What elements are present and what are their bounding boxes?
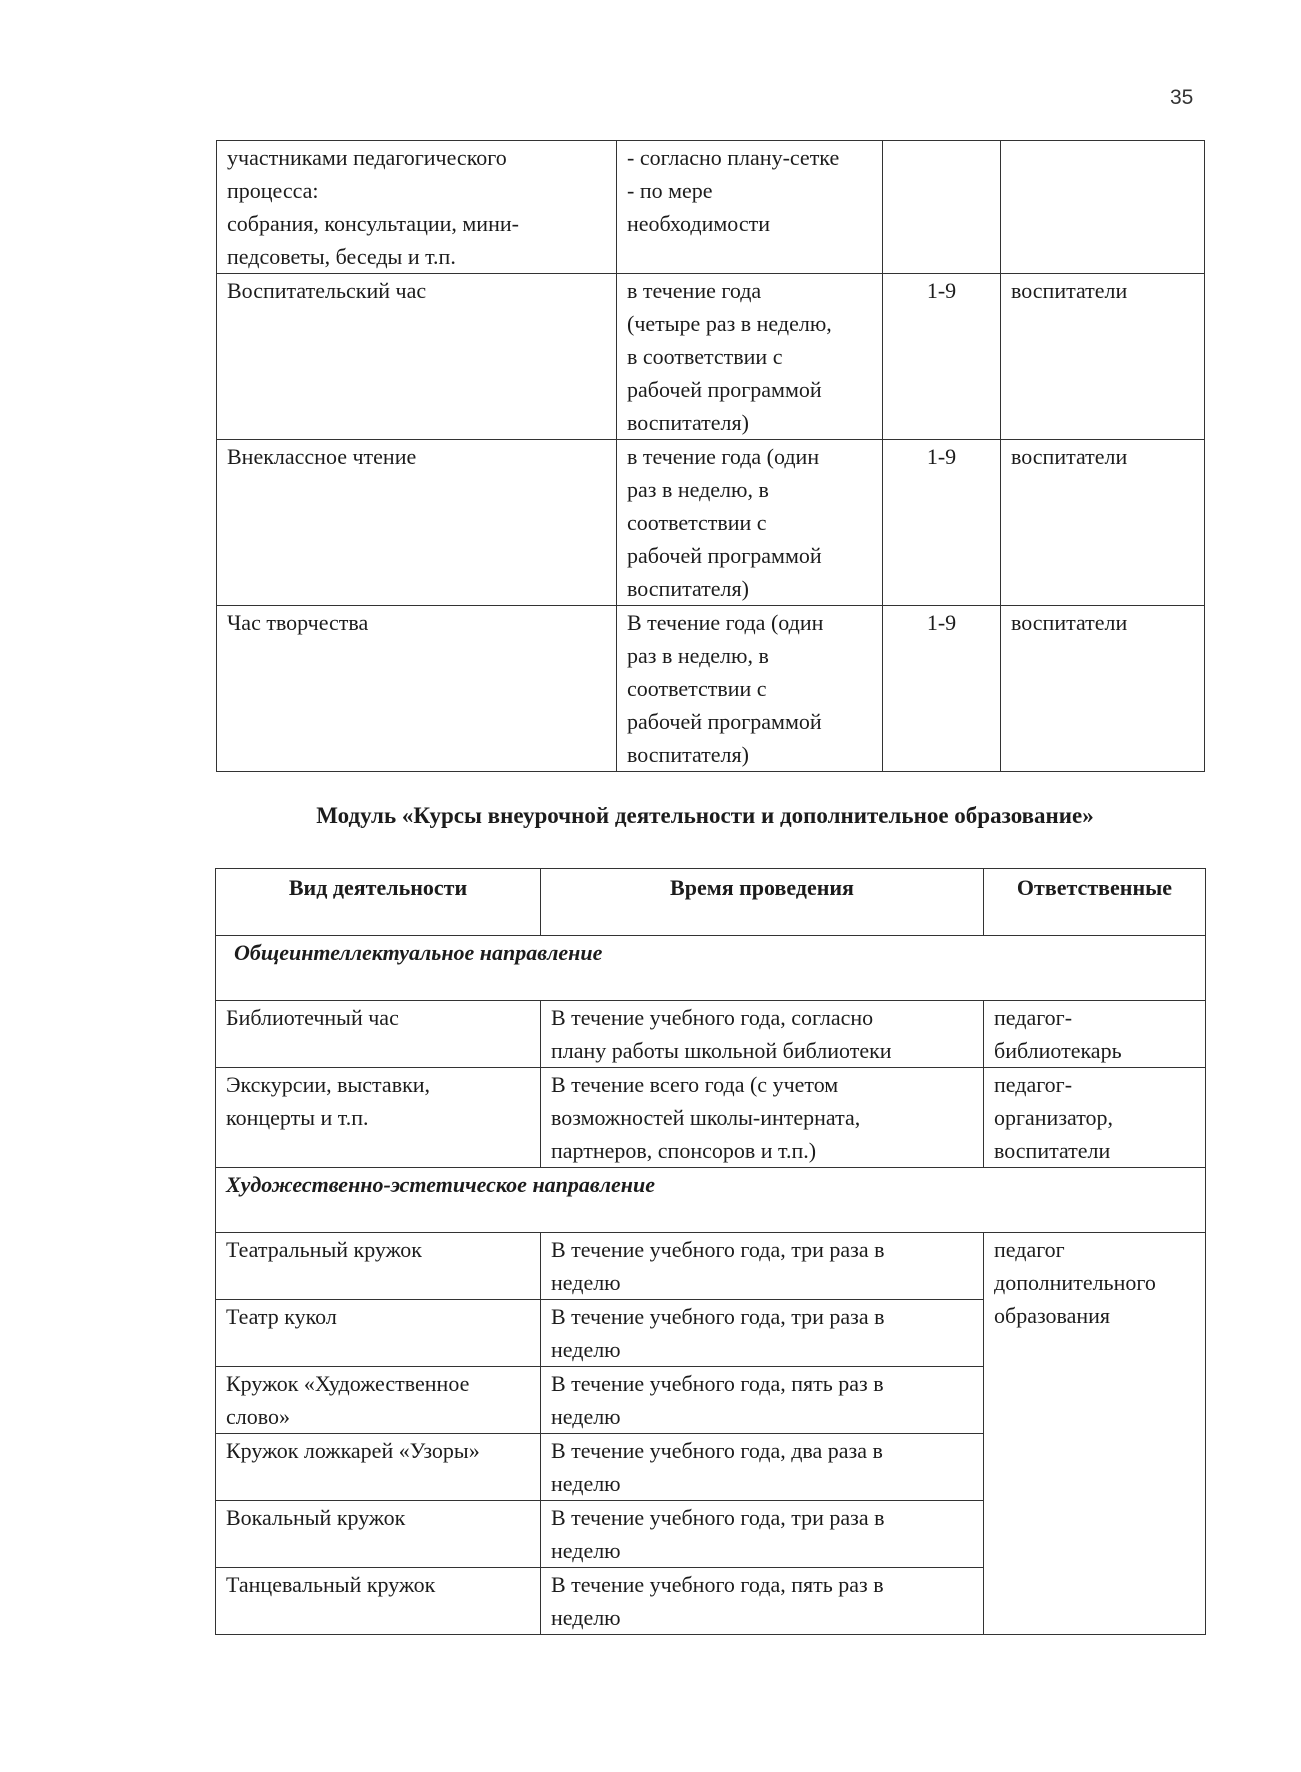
activity-cell: Внеклассное чтение [217,440,617,606]
responsible-cell: воспитатели [1001,440,1205,606]
grades-cell [883,141,1001,274]
column-header-time: Время проведения [541,869,984,936]
time-cell: - согласно плану-сетке - по мере необходимости [617,141,883,274]
module-title: Модуль «Курсы внеурочной деятельности и дополнительное образование» [316,803,1094,828]
section-title: Общеинтеллектуальное направление [216,936,1206,1001]
section-row [216,1168,1206,1233]
responsible-cell: педагог дополнительного образования [984,1233,1206,1635]
column-header-responsible: Ответственные [984,869,1206,936]
responsible-cell [1001,141,1205,274]
table-row [216,1001,1206,1068]
activity-cell: участниками педагогического процесса: собрания, консультации, мини- педсоветы, беседы и т.п. [217,141,617,274]
grades-cell: 1-9 [883,606,1001,772]
time-cell: В течение учебного года, три раза в неделю [541,1233,984,1300]
time-cell: В течение учебного года, три раза в неделю [541,1300,984,1367]
module-table [215,868,1206,1635]
activity-cell: Танцевальный кружок [216,1568,541,1635]
time-cell: В течение учебного года, пять раз в неделю [541,1367,984,1434]
table-header-row [216,869,1206,936]
activity-cell: Театр кукол [216,1300,541,1367]
table-row [217,440,1205,606]
table-row [216,1233,1206,1300]
time-cell: В течение всего года (с учетом возможностей школы-интерната, партнеров, спонсоров и т.п.) [541,1068,984,1168]
activity-cell: Кружок ложкарей «Узоры» [216,1434,541,1501]
time-cell: В течение учебного года, пять раз в неделю [541,1568,984,1635]
activity-cell: Экскурсии, выставки, концерты и т.п. [216,1068,541,1168]
section-title: Художественно-эстетическое направление [216,1168,1206,1233]
responsible-cell: педагог- библиотекарь [984,1001,1206,1068]
time-cell: В течение учебного года, два раза в неделю [541,1434,984,1501]
activity-cell: Кружок «Художественное слово» [216,1367,541,1434]
time-cell: В течение учебного года, три раза в неделю [541,1501,984,1568]
time-cell: в течение года (один раз в неделю, в соответствии с рабочей программой воспитателя) [617,440,883,606]
activity-cell: Час творчества [217,606,617,772]
activity-cell: Вокальный кружок [216,1501,541,1568]
activity-cell: Библиотечный час [216,1001,541,1068]
table-row [217,274,1205,440]
time-cell: В течение учебного года, согласно плану работы школьной библиотеки [541,1001,984,1068]
time-cell: в течение года (четыре раз в неделю, в соответствии с рабочей программой воспитателя) [617,274,883,440]
column-header-activity: Вид деятельности [216,869,541,936]
grades-cell: 1-9 [883,274,1001,440]
table-row [217,606,1205,772]
responsible-cell: педагог- организатор, воспитатели [984,1068,1206,1168]
section-row [216,936,1206,1001]
page-number: 35 [1170,86,1194,109]
table-row [216,1068,1206,1168]
table-row [217,141,1205,274]
time-cell: В течение года (один раз в неделю, в соответствии с рабочей программой воспитателя) [617,606,883,772]
activity-cell: Театральный кружок [216,1233,541,1300]
plan-table-continued [216,140,1205,772]
grades-cell: 1-9 [883,440,1001,606]
responsible-cell: воспитатели [1001,274,1205,440]
activity-cell: Воспитательский час [217,274,617,440]
responsible-cell: воспитатели [1001,606,1205,772]
